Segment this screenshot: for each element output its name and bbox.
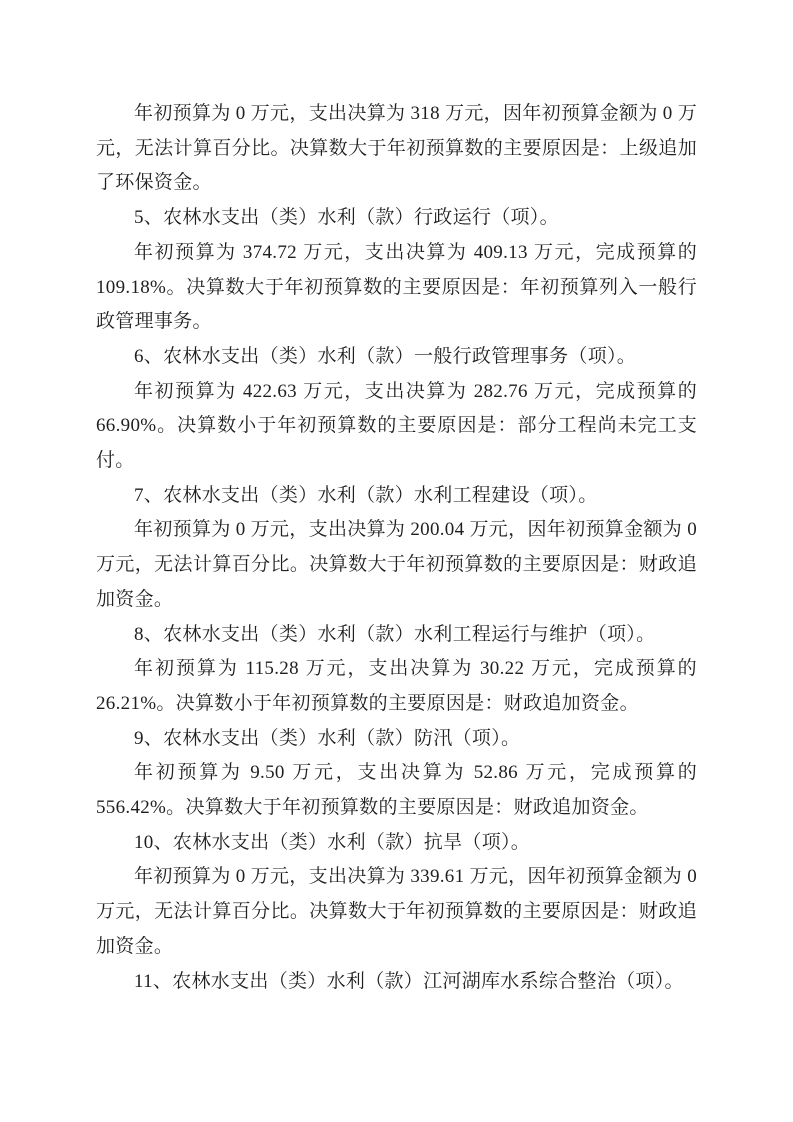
budget-detail-paragraph: 年初预算为 374.72 万元，支出决算为 409.13 万元，完成预算的109.18%。决算数大于年初预算数的主要原因是：年初预算列入一般行政管理事务。 [96,241,697,333]
item-heading-5: 5、农林水支出（类）水利（款）行政运行（项）。 [134,207,559,229]
budget-detail-paragraph: 年初预算为 0 万元，支出决算为 339.61 万元，因年初预算金额为 0 万元，无法计算百分比。决算数大于年初预算数的主要原因是：财政追加资金。 [96,866,697,957]
item-heading-7: 7、农林水支出（类）水利（款）水利工程建设（项）。 [134,484,598,506]
document-text-block [96,97,697,999]
budget-detail-paragraph: 年初预算为 9.50 万元，支出决算为 52.86 万元，完成预算的556.42%。决算数大于年初预算数的主要原因是：财政追加资金。 [96,762,697,819]
item-heading-10: 10、农林水支出（类）水利（款）抗旱（项）。 [134,831,531,853]
budget-detail-paragraph: 年初预算为 115.28 万元，支出决算为 30.22 万元，完成预算的26.21%。决算数小于年初预算数的主要原因是：财政追加资金。 [96,658,697,714]
budget-detail-paragraph: 年初预算为 422.63 万元，支出决算为 282.76 万元，完成预算的66.90%。决算数小于年初预算数的主要原因是：部分工程尚未完工支付。 [96,380,697,472]
item-heading-11: 11、农林水支出（类）水利（款）江河湖库水系综合整治（项）。 [134,970,684,992]
budget-detail-paragraph: 年初预算为 0 万元，支出决算为 200.04 万元，因年初预算金额为 0 万元，无法计算百分比。决算数大于年初预算数的主要原因是：财政追加资金。 [96,519,697,610]
item-heading-6: 6、农林水支出（类）水利（款）一般行政管理事务（项）。 [134,345,637,367]
item-heading-9: 9、农林水支出（类）水利（款）防汛（项）。 [134,727,521,749]
item-heading-8: 8、农林水支出（类）水利（款）水利工程运行与维护（项）。 [134,623,656,645]
budget-detail-paragraph: 年初预算为 0 万元，支出决算为 318 万元，因年初预算金额为 0 万元，无法计算百分比。决算数大于年初预算数的主要原因是：上级追加了环保资金。 [96,103,697,194]
